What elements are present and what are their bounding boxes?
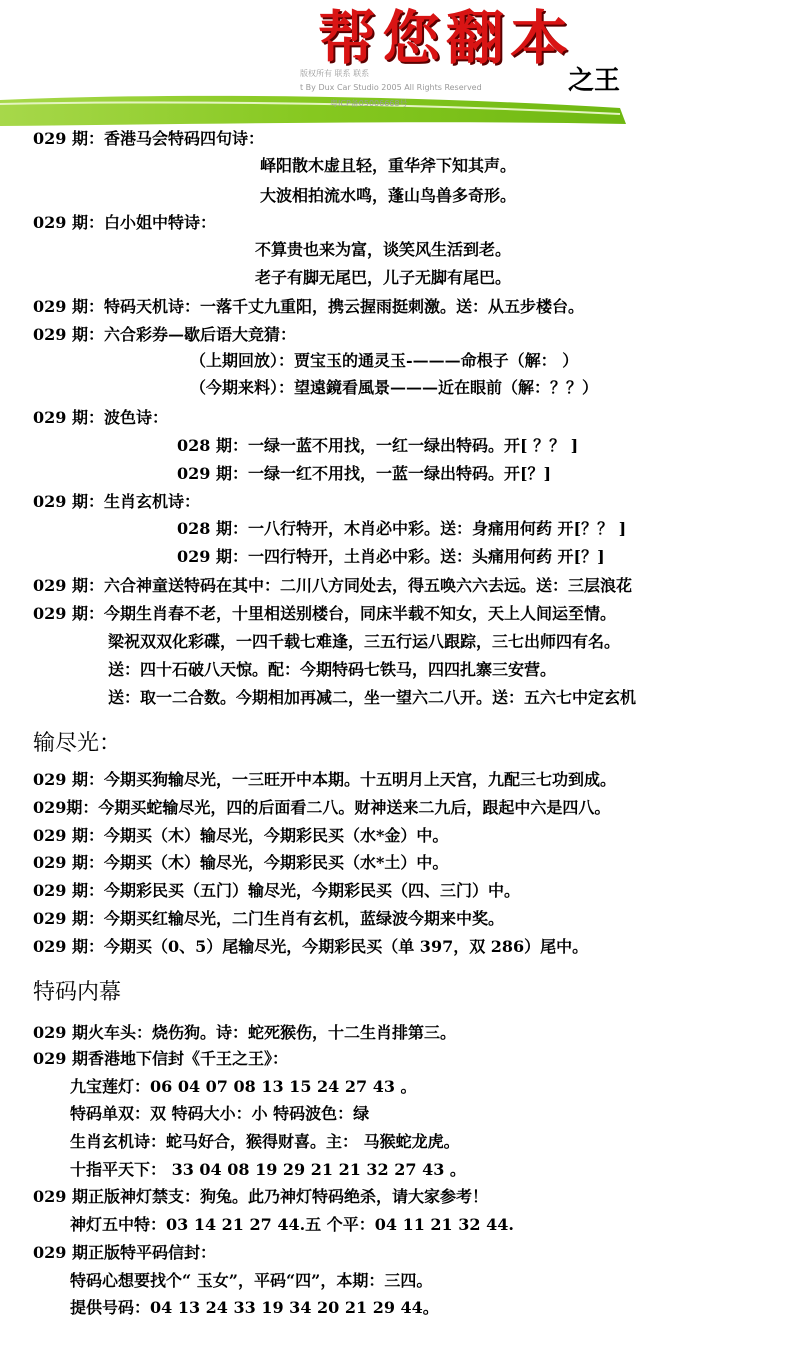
text-line: （今期来料）：望遠鏡看風景———近在眼前（解：？？） (190, 378, 599, 397)
text-line: 029 期正版特平码信封： (33, 1243, 216, 1262)
text-line: 029 期：白小姐中特诗： (33, 213, 216, 232)
text-line: 029 期：特码天机诗：一落千丈九重阳，携云握雨挺刺激。送：从五步楼台。 (33, 297, 584, 316)
header-title: 帮您翻本 (318, 4, 575, 72)
text-line: 十指平天下： 33 04 08 19 29 21 21 32 27 43 。 (70, 1160, 466, 1179)
text-line: 特码单双：双 特码大小：小 特码波色：绿 (70, 1104, 370, 1123)
text-line: 029 期：今期买（0、5）尾输尽光，今期彩民买（单 397，双 286）尾中。 (33, 937, 589, 956)
text-line: 029 期：六合神童送特码在其中：二川八方同处去，得五唤六六去远。送：三层浪花 (33, 576, 632, 595)
text-line: 029 期：一绿一红不用找，一蓝一绿出特码。开[？] (177, 464, 552, 483)
text-line: 029 期：一四行特开，土肖必中彩。送：头痛用何药 开[？] (177, 547, 605, 566)
text-line: 029 期：波色诗： (33, 408, 168, 427)
text-line: 029期：今期买蛇输尽光，四的后面看二八。财神送来二九后，跟起中六是四八。 (33, 798, 611, 817)
header-title-suffix: 之王 (568, 66, 621, 96)
text-line: 029 期：今期买狗输尽光，一三旺开中本期。十五明月上天宫，九配三七功到成。 (33, 770, 616, 789)
text-line: 大波相拍流水鸣，蓬山鸟兽多奇形。 (260, 186, 517, 205)
text-line: 神灯五中特：03 14 21 27 44.五 个平：04 11 21 32 44. (70, 1215, 514, 1234)
text-line: 029 期：今期买红输尽光，二门生肖有玄机，蓝绿波今期来中奖。 (33, 909, 504, 928)
text-line: 029 期正版神灯禁支：狗兔。此乃神灯特码绝杀，请大家参考！ (33, 1187, 488, 1206)
section-heading: 特码内幕 (33, 980, 122, 1005)
text-line: 送：四十石破八天惊。配：今期特码七铁马，四四扎寨三安营。 (108, 660, 557, 679)
text-line: 特码心想要找个“ 玉女”，平码“四”，本期：三四。 (70, 1271, 433, 1290)
text-line: 029 期：六合彩券—歇后语大竞猜： (33, 325, 296, 344)
text-line: 梁祝双双化彩碟，一四千载七难逢，三五行运八跟踪，三七出师四有名。 (108, 632, 621, 651)
text-line: 029 期：今期买（木）输尽光，今期彩民买（水*土）中。 (33, 853, 449, 872)
text-line: 029 期火车头：烧伤狗。诗：蛇死猴伤，十二生肖排第三。 (33, 1023, 456, 1042)
header-ghost-text-1: 版权所有 联系 联系 (300, 69, 370, 78)
text-line: 送：取一二合数。今期相加再减二，坐一望六二八开。送：五六七中定玄机 (108, 688, 637, 707)
text-line: 不算贵也来为富，谈笑风生活到老。 (255, 240, 512, 259)
text-line: 老子有脚无尾巴，儿子无脚有尾巴。 (255, 268, 512, 287)
text-line: 029 期：香港马会特码四句诗： (33, 129, 264, 148)
text-line: 029 期：今期彩民买（五门）输尽光，今期彩民买（四、三门）中。 (33, 881, 520, 900)
section-heading: 输尽光： (33, 731, 122, 756)
text-line: 九宝莲灯：06 04 07 08 13 15 24 27 43 。 (70, 1077, 417, 1096)
text-line: 029 期香港地下信封《千王之王》： (33, 1049, 288, 1068)
text-line: 029 期：生肖玄机诗： (33, 492, 200, 511)
text-line: 峄阳散木虚且轻，重华斧下知其声。 (260, 156, 517, 175)
text-line: 029 期：今期生肖春不老，十里相送别楼台，同床半载不知女，天上人间运至情。 (33, 604, 616, 623)
header-ghost-text-3: 粤ICP备05006668号 (330, 99, 408, 108)
header-ghost-text-2: t By Dux Car Studio 2005 All Rights Reserved (300, 83, 482, 92)
page-header (0, 0, 802, 130)
text-line: 028 期：一绿一蓝不用找，一红一绿出特码。开[ ？？ ] (177, 436, 579, 455)
text-line: 029 期：今期买（木）输尽光，今期彩民买（水*金）中。 (33, 826, 449, 845)
text-line: （上期回放）：贾宝玉的通灵玉-———命根子（解： ） (190, 351, 579, 370)
text-line: 生肖玄机诗：蛇马好合，猴得财喜。主： 马猴蛇龙虎。 (70, 1132, 460, 1151)
text-line: 提供号码：04 13 24 33 19 34 20 21 29 44。 (70, 1298, 439, 1317)
text-line: 028 期：一八行特开，木肖必中彩。送：身痛用何药 开[？？ ] (177, 519, 627, 538)
